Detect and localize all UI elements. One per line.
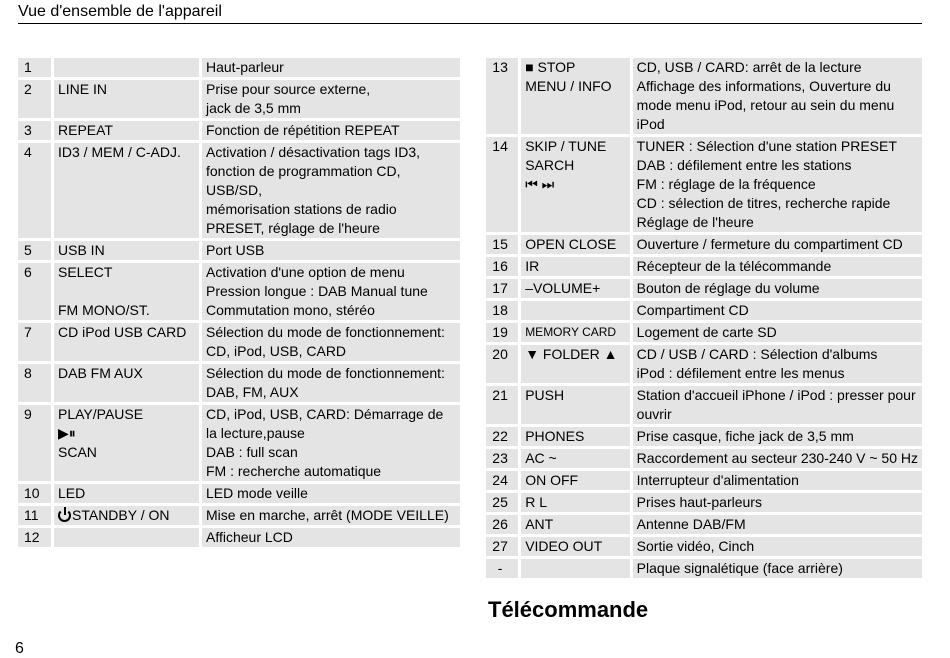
table-row (486, 257, 922, 276)
table-row (18, 263, 460, 320)
item-description: Sélection du mode de fonctionnement: DAB, FM, AUX (202, 364, 460, 402)
table-row (18, 121, 460, 140)
item-number: 4 (18, 143, 54, 238)
item-label (54, 528, 202, 547)
table-row (486, 137, 922, 232)
table-row (486, 301, 922, 320)
item-number: 7 (18, 323, 54, 361)
item-description: CD / USB / CARD : Sélection d'albums iPod : défilement entre les menus (633, 345, 922, 383)
power-icon (58, 509, 71, 522)
item-description: Sélection du mode de fonctionnement: CD, iPod, USB, CARD (202, 323, 460, 361)
item-description: Prise casque, fiche jack de 3,5 mm (633, 427, 922, 446)
item-description: Mise en marche, arrêt (MODE VEILLE) (202, 506, 460, 525)
item-description: Sortie vidéo, Cinch (633, 537, 922, 556)
table-row (18, 80, 460, 118)
item-number: 8 (18, 364, 54, 402)
item-number: 25 (486, 493, 521, 512)
item-number: 3 (18, 121, 54, 140)
item-number: 5 (18, 241, 54, 260)
item-label: AC ~ (521, 449, 632, 468)
item-label: PHONES (521, 427, 632, 446)
item-description: CD, iPod, USB, CARD: Démarrage de la lecture,pause DAB : full scan FM : recherche automatique (202, 405, 460, 481)
item-number: 15 (486, 235, 521, 254)
item-label: VIDEO OUT (521, 537, 632, 556)
table-row (18, 323, 460, 361)
item-description: Prises haut-parleurs (633, 493, 922, 512)
table-row (486, 559, 922, 578)
item-description: Raccordement au secteur 230-240 V ~ 50 Hz (633, 449, 922, 468)
item-number: 11 (18, 506, 54, 525)
item-label: SKIP / TUNE SARCH ⏮ ⏭ (521, 137, 632, 232)
left-overview-table (18, 55, 460, 550)
page-number: 6 (15, 640, 24, 657)
item-description: Fonction de répétition REPEAT (202, 121, 460, 140)
item-description: Prise pour source externe, jack de 3,5 mm (202, 80, 460, 118)
item-label: USB IN (54, 241, 202, 260)
item-description: Compartiment CD (633, 301, 922, 320)
table-row (18, 241, 460, 260)
item-number: 12 (18, 528, 54, 547)
item-label: R L (521, 493, 632, 512)
table-row (18, 364, 460, 402)
item-label: REPEAT (54, 121, 202, 140)
table-row (486, 537, 922, 556)
item-label: –VOLUME+ (521, 279, 632, 298)
item-number: 19 (486, 323, 521, 342)
play-pause-icon: ▶⏸ (58, 425, 76, 441)
table-row (486, 279, 922, 298)
item-description: Antenne DAB/FM (633, 515, 922, 534)
item-number: 21 (486, 386, 521, 424)
item-label: PLAY/PAUSE ▶⏸ SCAN (54, 405, 202, 481)
item-number: 18 (486, 301, 521, 320)
item-label (521, 559, 632, 578)
item-description: Activation d'une option de menu Pression longue : DAB Manual tune Commutation mono, stéréo (202, 263, 460, 320)
item-number: 26 (486, 515, 521, 534)
item-description: Bouton de réglage du volume (633, 279, 922, 298)
table-row (18, 484, 460, 503)
item-number: 9 (18, 405, 54, 481)
item-description: CD, USB / CARD: arrêt de la lecture Affichage des informations, Ouverture du mode menu iPod, retour au sein du menu iPod (633, 58, 922, 134)
table-row (18, 528, 460, 547)
table-row (486, 345, 922, 383)
item-number: - (486, 559, 521, 578)
item-label: CD iPod USB CARD (54, 323, 202, 361)
page-header-title: Vue d'ensemble de l'appareil (18, 3, 222, 20)
item-description: LED mode veille (202, 484, 460, 503)
item-label: IR (521, 257, 632, 276)
item-label: OPEN CLOSE (521, 235, 632, 254)
table-row (18, 506, 460, 525)
table-row (486, 58, 922, 134)
item-label: ■ STOP MENU / INFO (521, 58, 632, 134)
item-label (521, 301, 632, 320)
item-label: SELECT FM MONO/ST. (54, 263, 202, 320)
table-row (18, 143, 460, 238)
item-description: TUNER : Sélection d'une station PRESET DAB : défilement entre les stations FM : réglage de la fréquence CD : sélection de titres, recherche rapide Réglage de l'heure (633, 137, 922, 232)
item-number: 20 (486, 345, 521, 383)
item-label: PUSH (521, 386, 632, 424)
table-row (486, 515, 922, 534)
table-row (486, 323, 922, 342)
item-description: Récepteur de la télécommande (633, 257, 922, 276)
item-label: LED (54, 484, 202, 503)
item-label: ANT (521, 515, 632, 534)
skip-icon: ⏮ ⏭ (525, 176, 555, 192)
table-row (486, 471, 922, 490)
right-overview-table (486, 55, 922, 581)
item-label: ▼ FOLDER ▲ (521, 345, 632, 383)
item-number: 6 (18, 263, 54, 320)
item-description: Logement de carte SD (633, 323, 922, 342)
item-description: Afficheur LCD (202, 528, 460, 547)
item-label: LINE IN (54, 80, 202, 118)
item-number: 17 (486, 279, 521, 298)
item-description: Haut-parleur (202, 58, 460, 77)
item-label (54, 58, 202, 77)
item-label: ON OFF (521, 471, 632, 490)
item-number: 24 (486, 471, 521, 490)
item-description: Interrupteur d'alimentation (633, 471, 922, 490)
table-row (18, 58, 460, 77)
item-number: 10 (18, 484, 54, 503)
item-number: 13 (486, 58, 521, 134)
item-number: 22 (486, 427, 521, 446)
table-row (486, 493, 922, 512)
item-label: ID3 / MEM / C-ADJ. (54, 143, 202, 238)
item-number: 27 (486, 537, 521, 556)
item-label: STANDBY / ON (54, 506, 202, 525)
item-number: 16 (486, 257, 521, 276)
item-label: MEMORY CARD (521, 323, 632, 342)
item-description: Port USB (202, 241, 460, 260)
item-number: 23 (486, 449, 521, 468)
item-number: 1 (18, 58, 54, 77)
table-row (486, 235, 922, 254)
item-number: 14 (486, 137, 521, 232)
table-row (18, 405, 460, 481)
item-description: Plaque signalétique (face arrière) (633, 559, 922, 578)
item-label: DAB FM AUX (54, 364, 202, 402)
header-rule (18, 23, 922, 24)
item-description: Ouverture / fermeture du compartiment CD (633, 235, 922, 254)
table-row (486, 427, 922, 446)
item-description: Activation / désactivation tags ID3, fonction de programmation CD, USB/SD, mémorisation stations de radio PRESET, réglage de l'heure (202, 143, 460, 238)
item-description: Station d'accueil iPhone / iPod : presser pour ouvrir (633, 386, 922, 424)
section-heading: Télécommande (488, 597, 649, 622)
table-row (486, 386, 922, 424)
item-number: 2 (18, 80, 54, 118)
table-row (486, 449, 922, 468)
